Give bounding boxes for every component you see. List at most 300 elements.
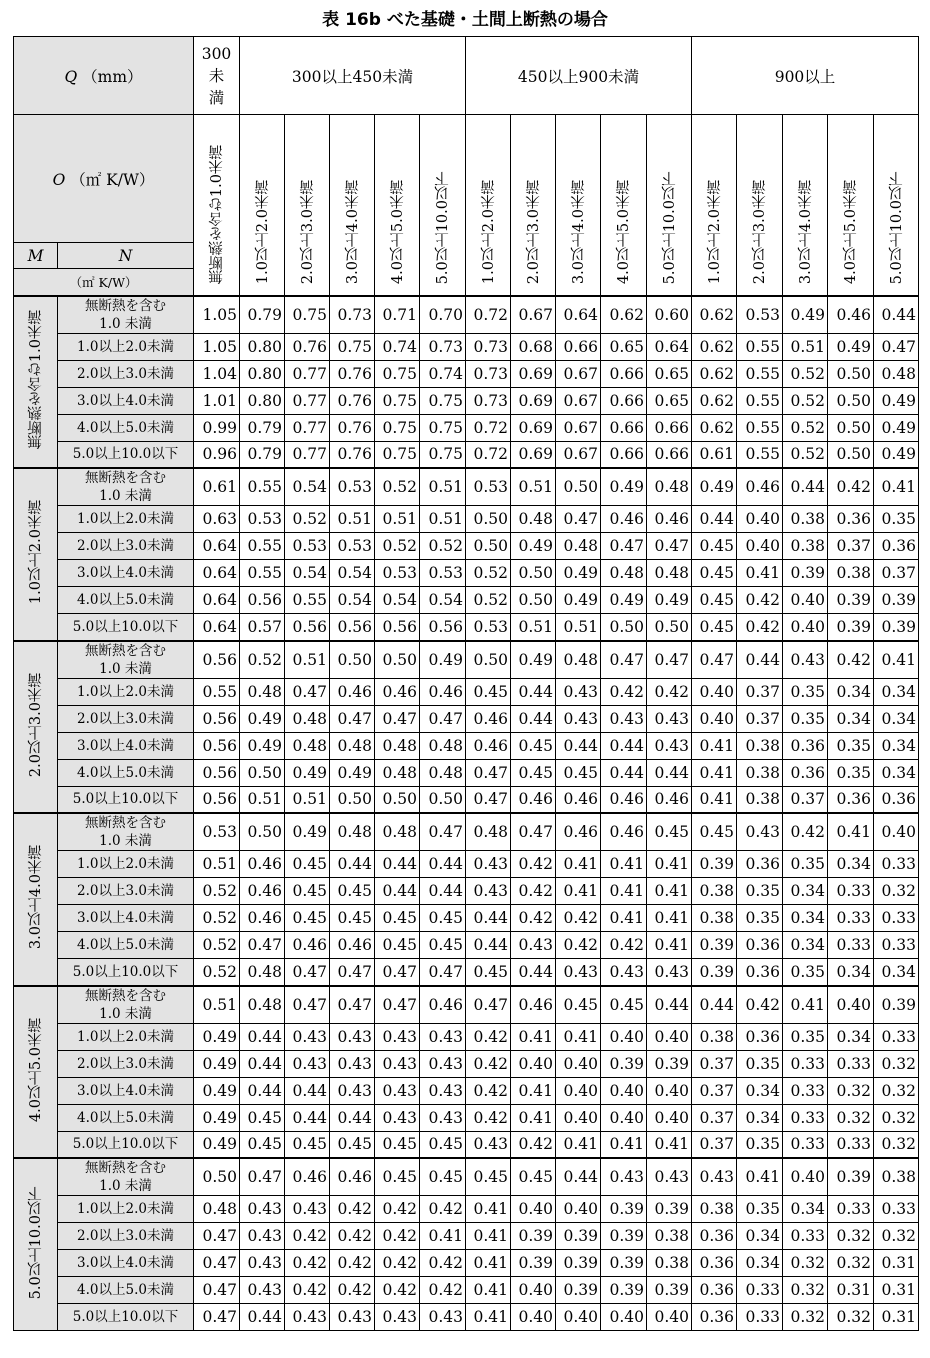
value-cell: 0.38	[692, 878, 737, 905]
m-label: M	[27, 246, 44, 265]
value-cell: 0.68	[511, 333, 556, 360]
value-cell: 0.43	[647, 959, 692, 986]
value-cell: 0.39	[783, 560, 828, 587]
value-cell: 0.40	[556, 1304, 601, 1331]
value-cell: 0.48	[420, 732, 466, 759]
value-cell: 0.46	[556, 786, 601, 813]
m-group-label: 1.0以上2.0未満	[28, 500, 44, 605]
value-cell: 0.38	[692, 905, 737, 932]
value-cell: 0.48	[194, 1196, 240, 1223]
value-cell: 0.46	[556, 813, 601, 851]
table-row	[14, 786, 919, 813]
value-cell: 0.66	[601, 414, 647, 441]
value-cell: 0.34	[737, 1250, 783, 1277]
value-cell: 0.44	[285, 1077, 330, 1104]
value-cell: 0.50	[828, 441, 874, 468]
value-cell: 0.49	[783, 296, 828, 334]
value-cell: 0.41	[466, 1277, 511, 1304]
value-cell: 0.56	[375, 614, 420, 641]
value-cell: 0.33	[737, 1277, 783, 1304]
value-cell: 0.46	[420, 678, 466, 705]
value-cell: 0.43	[601, 705, 647, 732]
value-cell: 0.41	[466, 1223, 511, 1250]
value-cell: 0.42	[285, 1223, 330, 1250]
value-cell: 0.45	[375, 905, 420, 932]
n-row-label: 5.0以上10.0以下	[58, 614, 194, 641]
o-column-header	[375, 115, 420, 296]
value-cell: 0.41	[692, 732, 737, 759]
value-cell: 0.47	[194, 1250, 240, 1277]
value-cell: 0.55	[240, 468, 285, 506]
value-cell: 0.44	[330, 1104, 375, 1131]
value-cell: 0.62	[692, 333, 737, 360]
value-cell: 0.51	[240, 786, 285, 813]
value-cell: 0.33	[828, 1131, 874, 1158]
value-cell: 0.34	[737, 1104, 783, 1131]
value-cell: 0.48	[601, 560, 647, 587]
value-cell: 0.35	[737, 905, 783, 932]
value-cell: 0.33	[874, 851, 919, 878]
n-row-label-line: 1.0 未満	[99, 660, 152, 677]
value-cell: 0.47	[194, 1223, 240, 1250]
o-column-label: 2.0以上3.0未満	[752, 180, 768, 285]
value-cell: 0.42	[466, 1077, 511, 1104]
value-cell: 0.46	[466, 705, 511, 732]
value-cell: 0.61	[692, 441, 737, 468]
value-cell: 0.64	[194, 614, 240, 641]
table-row	[14, 1223, 919, 1250]
value-cell: 0.48	[511, 506, 556, 533]
q-label: Q	[64, 67, 78, 86]
n-row-label: 1.0以上2.0未満	[58, 678, 194, 705]
o-column-header	[647, 115, 692, 296]
value-cell: 0.39	[874, 614, 919, 641]
value-cell: 0.49	[692, 468, 737, 506]
value-cell: 0.52	[466, 587, 511, 614]
value-cell: 0.43	[240, 1196, 285, 1223]
value-cell: 0.49	[240, 732, 285, 759]
value-cell: 0.73	[466, 387, 511, 414]
value-cell: 0.44	[692, 506, 737, 533]
value-cell: 0.36	[874, 786, 919, 813]
o-column-label: 3.0以上4.0未満	[570, 180, 587, 285]
value-cell: 0.40	[783, 614, 828, 641]
value-cell: 0.44	[601, 732, 647, 759]
table-row	[14, 813, 919, 851]
value-cell: 0.48	[240, 678, 285, 705]
table-row	[14, 587, 919, 614]
value-cell: 0.63	[194, 506, 240, 533]
value-cell: 0.50	[466, 533, 511, 560]
value-cell: 0.52	[783, 441, 828, 468]
value-cell: 0.34	[874, 705, 919, 732]
value-cell: 0.40	[647, 1104, 692, 1131]
value-cell: 0.43	[285, 1196, 330, 1223]
o-header-cell	[14, 115, 194, 243]
table-row	[14, 441, 919, 468]
value-cell: 0.46	[240, 905, 285, 932]
value-cell: 0.43	[601, 1158, 647, 1196]
n-row-label: 5.0以上10.0以下	[58, 786, 194, 813]
value-cell: 0.50	[330, 786, 375, 813]
value-cell: 0.46	[330, 1158, 375, 1196]
value-cell: 0.80	[240, 387, 285, 414]
value-cell: 0.53	[240, 506, 285, 533]
value-cell: 0.34	[737, 1223, 783, 1250]
n-row-label: 5.0以上10.0以下	[58, 1304, 194, 1331]
o-column-header	[240, 115, 285, 296]
value-cell: 0.65	[647, 387, 692, 414]
value-cell: 0.55	[240, 560, 285, 587]
value-cell: 0.49	[194, 1050, 240, 1077]
value-cell: 0.43	[647, 732, 692, 759]
value-cell: 0.45	[240, 1131, 285, 1158]
value-cell: 0.35	[783, 959, 828, 986]
value-cell: 0.33	[783, 1077, 828, 1104]
value-cell: 0.42	[420, 1277, 466, 1304]
value-cell: 0.46	[511, 786, 556, 813]
value-cell: 0.41	[420, 1223, 466, 1250]
o-label: O	[52, 170, 66, 189]
value-cell: 0.47	[240, 932, 285, 959]
o-column-label: 1.0以上2.0未満	[254, 180, 271, 285]
value-cell: 1.05	[194, 333, 240, 360]
o-column-label: 4.0以上5.0未満	[389, 180, 406, 285]
value-cell: 0.53	[194, 813, 240, 851]
value-cell: 0.51	[420, 506, 466, 533]
o-column-header	[783, 115, 828, 296]
value-cell: 0.42	[737, 986, 783, 1024]
value-cell: 0.49	[647, 587, 692, 614]
value-cell: 0.41	[556, 851, 601, 878]
value-cell: 0.32	[828, 1223, 874, 1250]
value-cell: 0.38	[737, 786, 783, 813]
value-cell: 0.49	[194, 1131, 240, 1158]
value-cell: 0.43	[420, 1077, 466, 1104]
value-cell: 0.52	[466, 560, 511, 587]
value-cell: 0.46	[647, 506, 692, 533]
value-cell: 0.40	[783, 587, 828, 614]
table-row	[14, 905, 919, 932]
value-cell: 0.64	[556, 296, 601, 334]
value-cell: 0.49	[194, 1104, 240, 1131]
table-row	[14, 1250, 919, 1277]
value-cell: 0.39	[601, 1277, 647, 1304]
value-cell: 0.57	[240, 614, 285, 641]
value-cell: 0.52	[783, 387, 828, 414]
value-cell: 0.47	[330, 986, 375, 1024]
value-cell: 0.36	[692, 1250, 737, 1277]
value-cell: 0.50	[375, 641, 420, 679]
value-cell: 0.80	[240, 333, 285, 360]
value-cell: 0.48	[285, 705, 330, 732]
value-cell: 0.32	[828, 1304, 874, 1331]
value-cell: 0.66	[647, 441, 692, 468]
value-cell: 0.51	[285, 641, 330, 679]
value-cell: 0.43	[466, 851, 511, 878]
value-cell: 0.47	[420, 705, 466, 732]
value-cell: 0.43	[240, 1250, 285, 1277]
value-cell: 0.47	[420, 959, 466, 986]
value-cell: 0.45	[420, 905, 466, 932]
value-cell: 0.67	[556, 387, 601, 414]
value-cell: 0.44	[556, 1158, 601, 1196]
n-row-label: 3.0以上4.0未満	[58, 387, 194, 414]
value-cell: 0.43	[511, 932, 556, 959]
value-cell: 0.34	[828, 678, 874, 705]
value-cell: 0.48	[466, 813, 511, 851]
value-cell: 0.44	[420, 878, 466, 905]
value-cell: 0.48	[647, 560, 692, 587]
value-cell: 0.46	[601, 506, 647, 533]
value-cell: 0.37	[828, 533, 874, 560]
value-cell: 0.40	[601, 1077, 647, 1104]
n-row-label: 2.0以上3.0未満	[58, 705, 194, 732]
value-cell: 0.47	[375, 705, 420, 732]
value-cell: 0.46	[420, 986, 466, 1024]
value-cell: 0.54	[330, 560, 375, 587]
o-column-header	[556, 115, 601, 296]
value-cell: 0.55	[737, 333, 783, 360]
value-cell: 0.52	[194, 878, 240, 905]
value-cell: 0.41	[692, 786, 737, 813]
o-column-label: 5.0以上10.0以下	[888, 171, 905, 285]
value-cell: 0.79	[240, 441, 285, 468]
value-cell: 0.44	[466, 932, 511, 959]
value-cell: 0.33	[783, 1223, 828, 1250]
value-cell: 0.39	[828, 1158, 874, 1196]
m-group-label-cell	[14, 1158, 58, 1331]
value-cell: 0.46	[647, 786, 692, 813]
value-cell: 0.32	[874, 1223, 919, 1250]
value-cell: 0.37	[783, 786, 828, 813]
n-row-label: 2.0以上3.0未満	[58, 533, 194, 560]
value-cell: 0.33	[828, 1196, 874, 1223]
value-cell: 0.36	[737, 851, 783, 878]
n-row-label: 4.0以上5.0未満	[58, 932, 194, 959]
value-cell: 0.41	[601, 851, 647, 878]
value-cell: 0.50	[240, 759, 285, 786]
value-cell: 0.52	[194, 959, 240, 986]
value-cell: 0.45	[511, 1158, 556, 1196]
value-cell: 0.39	[601, 1050, 647, 1077]
n-row-label	[58, 468, 194, 506]
value-cell: 0.75	[420, 441, 466, 468]
value-cell: 0.50	[828, 414, 874, 441]
value-cell: 0.50	[420, 786, 466, 813]
value-cell: 0.34	[828, 1023, 874, 1050]
value-cell: 0.32	[828, 1077, 874, 1104]
value-cell: 0.49	[194, 1077, 240, 1104]
value-cell: 0.41	[828, 813, 874, 851]
table-row	[14, 614, 919, 641]
table-row	[14, 851, 919, 878]
value-cell: 0.69	[511, 441, 556, 468]
n-row-label: 3.0以上4.0未満	[58, 905, 194, 932]
value-cell: 0.43	[556, 959, 601, 986]
table-row	[14, 1196, 919, 1223]
value-cell: 0.37	[737, 678, 783, 705]
value-cell: 0.42	[556, 905, 601, 932]
value-cell: 0.62	[692, 387, 737, 414]
o-column-header	[194, 115, 240, 296]
value-cell: 0.42	[330, 1277, 375, 1304]
value-cell: 0.38	[692, 1196, 737, 1223]
value-cell: 0.34	[737, 1077, 783, 1104]
value-cell: 0.44	[330, 851, 375, 878]
value-cell: 0.43	[375, 1304, 420, 1331]
value-cell: 0.43	[556, 705, 601, 732]
value-cell: 0.34	[783, 905, 828, 932]
n-row-label: 4.0以上5.0未満	[58, 759, 194, 786]
value-cell: 0.52	[783, 414, 828, 441]
n-header-cell	[58, 243, 194, 269]
value-cell: 0.38	[828, 560, 874, 587]
o-column-header	[285, 115, 330, 296]
value-cell: 0.35	[783, 851, 828, 878]
value-cell: 0.44	[420, 851, 466, 878]
value-cell: 0.56	[330, 614, 375, 641]
value-cell: 0.39	[874, 587, 919, 614]
o-column-label: 2.0以上3.0未満	[299, 180, 316, 285]
q-group-900-over: 900以上	[692, 37, 919, 115]
value-cell: 0.50	[466, 506, 511, 533]
value-cell: 0.41	[601, 1131, 647, 1158]
value-cell: 0.33	[874, 905, 919, 932]
value-cell: 0.39	[511, 1223, 556, 1250]
value-cell: 0.44	[874, 296, 919, 334]
value-cell: 1.01	[194, 387, 240, 414]
value-cell: 0.43	[783, 641, 828, 679]
value-cell: 0.34	[874, 759, 919, 786]
value-cell: 0.45	[466, 959, 511, 986]
value-cell: 0.38	[647, 1250, 692, 1277]
value-cell: 0.46	[601, 813, 647, 851]
value-cell: 0.45	[692, 587, 737, 614]
value-cell: 0.34	[828, 959, 874, 986]
n-row-label: 2.0以上3.0未満	[58, 1050, 194, 1077]
value-cell: 0.75	[285, 296, 330, 334]
value-cell: 0.52	[783, 360, 828, 387]
value-cell: 0.40	[601, 1104, 647, 1131]
value-cell: 0.47	[194, 1304, 240, 1331]
o-column-header	[511, 115, 556, 296]
value-cell: 0.40	[511, 1304, 556, 1331]
o-column-label: 5.0以上10.0以下	[661, 171, 678, 285]
value-cell: 0.47	[601, 533, 647, 560]
value-cell: 0.49	[828, 333, 874, 360]
table-row	[14, 932, 919, 959]
n-row-label-line: 無断熱を含む	[85, 297, 166, 314]
value-cell: 0.76	[330, 414, 375, 441]
value-cell: 0.41	[647, 878, 692, 905]
value-cell: 0.45	[285, 1131, 330, 1158]
value-cell: 0.31	[828, 1277, 874, 1304]
value-cell: 0.60	[647, 296, 692, 334]
value-cell: 0.43	[647, 705, 692, 732]
value-cell: 0.67	[511, 296, 556, 334]
o-column-label: 2.0以上3.0未満	[525, 180, 542, 285]
n-row-label-line: 1.0 未満	[99, 1005, 152, 1022]
table-row	[14, 959, 919, 986]
value-cell: 0.35	[737, 1131, 783, 1158]
value-cell: 0.39	[692, 959, 737, 986]
value-cell: 0.48	[330, 732, 375, 759]
value-cell: 0.40	[556, 1077, 601, 1104]
value-cell: 0.44	[647, 759, 692, 786]
value-cell: 0.48	[420, 759, 466, 786]
value-cell: 0.43	[330, 1050, 375, 1077]
value-cell: 0.43	[420, 1023, 466, 1050]
value-cell: 0.32	[783, 1304, 828, 1331]
value-cell: 0.50	[511, 587, 556, 614]
n-row-label: 1.0以上2.0未満	[58, 851, 194, 878]
n-row-label	[58, 1158, 194, 1196]
value-cell: 0.53	[466, 468, 511, 506]
value-cell: 0.42	[511, 1131, 556, 1158]
value-cell: 0.52	[375, 468, 420, 506]
table-row	[14, 1050, 919, 1077]
n-row-label: 2.0以上3.0未満	[58, 878, 194, 905]
n-row-label-line: 1.0 未満	[99, 833, 152, 849]
o-column-header	[330, 115, 375, 296]
table-row	[14, 468, 919, 506]
value-cell: 0.49	[285, 759, 330, 786]
o-column-label: 4.0以上5.0未満	[843, 180, 859, 285]
value-cell: 0.50	[828, 360, 874, 387]
value-cell: 0.47	[466, 786, 511, 813]
value-cell: 0.38	[783, 506, 828, 533]
value-cell: 0.77	[285, 441, 330, 468]
value-cell: 0.47	[330, 705, 375, 732]
value-cell: 0.53	[737, 296, 783, 334]
value-cell: 1.05	[194, 296, 240, 334]
value-cell: 0.41	[783, 986, 828, 1024]
value-cell: 0.75	[420, 414, 466, 441]
value-cell: 0.45	[285, 851, 330, 878]
value-cell: 0.41	[647, 851, 692, 878]
value-cell: 0.43	[466, 878, 511, 905]
value-cell: 0.43	[240, 1277, 285, 1304]
value-cell: 0.42	[375, 1196, 420, 1223]
value-cell: 0.47	[466, 986, 511, 1024]
value-cell: 0.35	[783, 678, 828, 705]
value-cell: 0.41	[692, 759, 737, 786]
m-header-cell	[14, 243, 58, 269]
value-cell: 0.34	[874, 959, 919, 986]
value-cell: 0.50	[330, 641, 375, 679]
value-cell: 0.44	[511, 705, 556, 732]
value-cell: 0.55	[194, 678, 240, 705]
value-cell: 0.45	[647, 813, 692, 851]
o-column-label: 3.0以上4.0未満	[797, 180, 814, 285]
value-cell: 0.35	[874, 506, 919, 533]
value-cell: 0.34	[783, 878, 828, 905]
value-cell: 0.36	[692, 1223, 737, 1250]
value-cell: 0.36	[692, 1304, 737, 1331]
value-cell: 0.55	[285, 587, 330, 614]
value-cell: 0.48	[330, 813, 375, 851]
table-row	[14, 641, 919, 679]
value-cell: 0.41	[466, 1250, 511, 1277]
value-cell: 0.51	[285, 786, 330, 813]
value-cell: 0.35	[737, 878, 783, 905]
value-cell: 0.43	[420, 1104, 466, 1131]
value-cell: 0.47	[874, 333, 919, 360]
value-cell: 0.39	[647, 1277, 692, 1304]
value-cell: 0.49	[556, 560, 601, 587]
value-cell: 0.44	[783, 468, 828, 506]
